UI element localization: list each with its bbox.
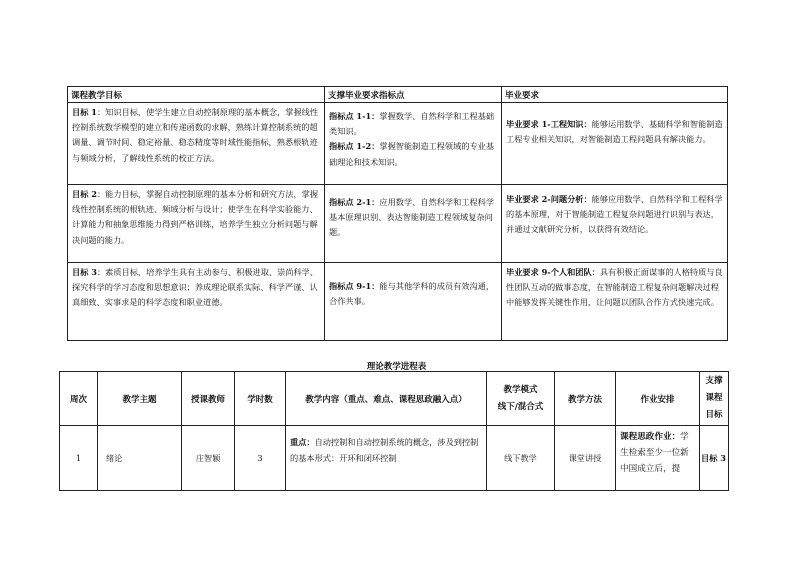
course-objectives-table [67,86,728,341]
goal-label: 目标 1 [72,107,97,117]
indicator-label: 指标点 1-1： [329,111,380,121]
header-indicator-point: 支撑毕业要求指标点 [325,87,502,103]
header-hours: 学时数 [235,372,286,426]
requirement-cell [502,103,728,185]
teaching-schedule-table [59,371,729,491]
goal-cell [68,103,325,185]
indicator-label: 指标点 2-1： [329,197,380,207]
requirement-cell [502,263,728,341]
homework-cell [616,426,700,491]
content-cell [286,426,487,491]
indicator-label: 指标点 9-1： [329,281,380,291]
week-cell: 1 [60,426,98,491]
requirement-text: 能够应用数学、自然科学和工程科学的基本原理，对于智能制造工程复杂问题进行识别与表达，并通过文献研究分析，以获得有效结论。 [506,194,723,235]
header-target-line: 支撑 [705,376,723,386]
goal-text: ：能力目标，掌握自动控制原理的基本分析和研究方法，掌握线性控制系统的根轨迹、频域分析与设计；使学生在科学实验能力、计算能力和抽象思维能力得到严格训练，培养学生独立分析问题与解决问题的能力。 [72,189,319,245]
indicator-label: 指标点 1-2： [329,141,380,152]
header-week: 周次 [60,372,98,426]
header-target-line: 课程 [705,393,723,403]
goal-cell [68,185,325,263]
indicator-text: 应用数学、自然科学和工程科学基本原理识别、表达智能制造工程领域复杂问题。 [329,197,495,238]
content-text: 自动控制和自动控制系统的概念，涉及到控制的基本形式：开环和闭环控制 [290,437,479,463]
indicator-cell [325,263,502,341]
table-header-row [68,87,728,103]
topic-cell: 绪论 [98,426,182,491]
indicator-text: 能与其他学科的成员有效沟通，合作共事。 [329,281,495,307]
indicator-text: 掌握数学、自然科学和工程基础类知识。 [329,111,495,137]
goal-label: 目标 3 [72,267,97,277]
header-target-line: 目标 [705,410,723,420]
requirement-label: 毕业要求 2-问题分析： [506,194,592,204]
requirement-text: 能够运用数学、基础科学和智能制造工程专业相关知识，对智能制造工程问题具有解决能力。 [506,119,723,145]
indicator-text: 掌握智能制造工程领域的专业基础理论和技术知识。 [329,141,495,167]
table-row [68,185,728,263]
header-graduation-requirement: 毕业要求 [502,87,728,103]
header-teacher: 授课教师 [182,372,235,426]
goal-cell [68,263,325,341]
header-method: 教学方法 [555,372,616,426]
target-cell: 目标 3 [700,426,729,491]
header-course-goal: 课程教学目标 [68,87,325,103]
indicator-cell [325,103,502,185]
requirement-label: 毕业要求 1-工程知识： [506,119,592,129]
header-target [700,372,729,426]
schedule-caption: 理论教学进程表 [366,362,427,372]
teacher-cell: 庄智颖 [182,426,235,491]
goal-text: ：素质目标，培养学生具有主动参与、积极进取、崇尚科学、探究科学的学习态度和思想意识；养成理论联系实际、科学严谨、认真细致、实事求是的科学态度和职业道德。 [72,267,319,308]
homework-text: 学生检索至少一位新中国成立后，提 [620,432,689,474]
table-row [68,263,728,341]
hours-cell: 3 [235,426,286,491]
goal-text: ：知识目标，使学生建立自动控制原理的基本概念，掌握线性控制系统数学模型的建立和传递函数的求解，熟练计算控制系统的超调量、调节时间、稳定裕量、稳态精度等时域性能指标，熟悉根轨迹与频域分析，了解线性系统的校正方法。 [72,107,319,163]
header-topic: 教学主题 [98,372,182,426]
indicator-point [329,109,497,139]
table-header-row [60,372,729,426]
mode-cell: 线下教学 [487,426,555,491]
table-row [68,103,728,185]
homework-label: 课程思政作业： [620,432,681,442]
goal-label: 目标 2 [72,189,97,199]
header-mode-line: 教学模式 [503,384,538,395]
indicator-cell [325,185,502,263]
requirement-text: 具有积极正面谋事的人格特质与良性团队互动的做事态度，在智能制造工程复杂问题解决过程中能够发挥关键性作用，让问题以团队合作方式快速完成。 [506,267,723,308]
header-homework: 作业安排 [616,372,700,426]
requirement-cell [502,185,728,263]
content-label: 重点： [290,437,315,447]
header-content: 教学内容（重点、难点、课程思政融入点） [286,372,487,426]
requirement-label: 毕业要求 9-个人和团队： [506,267,600,277]
table-row [60,426,729,491]
indicator-point [329,139,497,169]
header-mode [487,372,555,426]
method-cell: 课堂讲授 [555,426,616,491]
header-mode-line: 线下/混合式 [497,401,544,412]
